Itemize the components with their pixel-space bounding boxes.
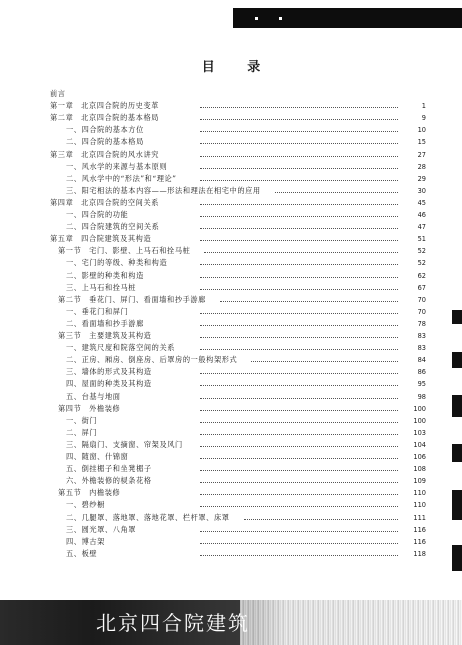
toc-entry-label: 一、四合院的功能 (66, 210, 129, 219)
toc-page-number: 70 (417, 295, 426, 304)
toc-dot-leader (200, 143, 398, 144)
toc-page-number: 52 (417, 247, 426, 256)
toc-dot-leader (200, 337, 398, 338)
toc-dot-leader (200, 131, 398, 132)
toc-page-number: 51 (417, 235, 426, 244)
toc-dot-leader (200, 107, 398, 108)
toc-page-number: 45 (417, 198, 426, 207)
toc-entry-label: 五、板壁 (66, 548, 98, 558)
toc-entry-label: 四、随窗、什锦窗 (66, 452, 129, 461)
toc-dot-leader (200, 216, 398, 217)
toc-dot-leader (200, 446, 398, 447)
toc-row (0, 404, 462, 414)
toc-row (0, 101, 462, 111)
toc-dot-leader (200, 313, 398, 314)
toc-entry-label: 二、正房、厢房、倒座房、后罩房的一般构架形式 (66, 355, 238, 365)
toc-row (0, 428, 462, 438)
toc-row (0, 452, 462, 462)
toc-row (0, 307, 462, 317)
toc-dot-leader (200, 156, 398, 157)
toc-dot-leader (200, 349, 398, 350)
toc-page-number: 15 (417, 138, 426, 147)
toc-entry-label: 前言 (50, 89, 66, 98)
toc-entry-label: 二、屏门 (66, 427, 98, 437)
toc-entry-label: 二、几腿罩、落地罩、落地花罩、栏杆罩、床罩 (66, 512, 230, 522)
toc-dot-leader (220, 301, 398, 302)
page-title: 目 录 (201, 60, 275, 75)
toc-dot-leader (200, 204, 398, 205)
toc-row (0, 379, 462, 389)
toc-entry-label: 第一节 宅门、影壁、上马石和拴马桩 (58, 246, 191, 256)
toc-entry-label: 五、倒挂楣子和坐凳楣子 (66, 464, 152, 474)
toc-page-number: 103 (413, 428, 426, 437)
toc-dot-leader (200, 385, 398, 386)
toc-page-number: 83 (417, 344, 426, 353)
toc-entry-label: 第五节 内檐装修 (58, 488, 121, 498)
toc-page-number: 29 (417, 174, 426, 183)
toc-dot-leader (200, 325, 398, 326)
toc-entry-label: 五、台基与地面 (66, 391, 121, 401)
toc-row (0, 488, 462, 498)
toc-row (0, 258, 462, 268)
toc-dot-leader (200, 168, 398, 169)
toc-dot-leader (200, 543, 398, 544)
toc-row (0, 174, 462, 184)
toc-dot-leader (200, 119, 398, 120)
scan-streak (240, 600, 462, 645)
toc-row (0, 198, 462, 208)
toc-page-number: 46 (417, 211, 426, 219)
toc-entry-label: 一、宅门的等级、种类和构造 (66, 258, 168, 268)
toc-row (0, 137, 462, 147)
toc-entry-label: 第四节 外檐装修 (58, 403, 121, 413)
toc-page-number: 78 (417, 319, 426, 328)
toc-page-number: 62 (417, 271, 426, 280)
toc-page-number: 108 (413, 465, 426, 474)
toc-dot-leader (200, 180, 398, 181)
toc-entry-label: 四、屋面的种类及其构造 (66, 379, 152, 389)
toc-page-number: 116 (413, 525, 426, 534)
toc-entry-label: 三、隔扇门、支摘窗、帘架及风门 (66, 439, 183, 449)
toc-row (0, 416, 462, 426)
toc-row (0, 186, 462, 196)
toc-dot-leader (200, 373, 398, 374)
toc-dot-leader (200, 458, 398, 459)
toc-entry-label: 第一章 北京四合院的历史变革 (50, 101, 160, 111)
toc-dot-leader (200, 494, 398, 495)
toc-dot-leader (200, 410, 398, 411)
toc-row (0, 319, 462, 329)
toc-row (0, 295, 462, 305)
toc-row (0, 525, 462, 535)
toc-page-number: 67 (417, 283, 426, 292)
toc-dot-leader (200, 434, 398, 435)
toc-entry-label: 三、阳宅相法的基本内容——形法和理法在相宅中的应用 (66, 185, 261, 195)
toc-entry-label: 三、墙体的形式及其构造 (66, 367, 152, 377)
toc-page-number: 109 (413, 477, 426, 486)
toc-page-number: 100 (413, 404, 426, 413)
toc-entry-label: 第二节 垂花门、屏门、看面墙和抄手游廊 (58, 294, 206, 304)
toc-page-number: 111 (413, 513, 426, 522)
toc-row (0, 343, 462, 353)
toc-page-number: 70 (417, 307, 426, 316)
toc-dot-leader (244, 519, 398, 520)
toc-row (0, 283, 462, 293)
toc-page-number: 47 (417, 223, 426, 232)
toc-page-number: 30 (417, 186, 426, 195)
toc-dot-leader (251, 361, 398, 362)
toc-row (0, 367, 462, 377)
toc-page-number: 1 (421, 102, 426, 111)
toc-page-number: 84 (417, 356, 426, 365)
toc-dot-leader (200, 289, 398, 290)
toc-row (0, 513, 462, 523)
toc-page-number: 110 (413, 501, 426, 510)
toc-entry-label: 第二章 北京四合院的基本格局 (50, 113, 160, 123)
toc-dot-leader (200, 228, 398, 229)
toc-page-number: 52 (417, 259, 426, 268)
toc-entry-label: 第三章 北京四合院的风水讲究 (50, 149, 160, 159)
toc-row (0, 150, 462, 160)
toc-page-number: 27 (417, 150, 426, 159)
toc-row (0, 271, 462, 281)
toc-entry-label: 第四章 北京四合院的空间关系 (50, 197, 160, 207)
toc-dot-leader (200, 240, 398, 241)
toc-page-number: 28 (417, 162, 426, 171)
toc-page-number: 86 (417, 368, 426, 377)
toc-entry-label: 一、四合院的基本方位 (66, 125, 144, 135)
toc-entry-label: 一、垂花门和屏门 (66, 306, 129, 316)
toc-row (0, 549, 462, 559)
toc-entry-label: 二、四合院建筑的空间关系 (66, 222, 160, 232)
toc-row (0, 125, 462, 135)
toc-dot-leader (200, 531, 398, 532)
toc-entry-label: 第三节 主要建筑及其构造 (58, 331, 152, 340)
toc-dot-leader (200, 422, 398, 423)
toc-row (0, 355, 462, 365)
toc-entry-label: 一、街门 (66, 415, 98, 425)
toc-page-number: 100 (413, 416, 426, 425)
toc-entry-label: 三、上马石和拴马桩 (66, 282, 137, 292)
toc-row (0, 246, 462, 256)
toc-row (0, 537, 462, 547)
toc-dot-leader (200, 277, 398, 278)
toc-row (0, 113, 462, 123)
toc-row (0, 500, 462, 510)
toc-row (0, 440, 462, 450)
toc-entry-label: 二、影壁的种类和构造 (66, 270, 144, 280)
toc-page-number: 10 (417, 126, 426, 135)
toc-page-number: 83 (417, 332, 426, 340)
toc-entry-label: 二、看面墙和抄手游廊 (66, 318, 144, 328)
toc-entry-label: 一、碧纱橱 (66, 500, 105, 510)
toc-row (0, 476, 462, 486)
toc-page-number: 104 (413, 440, 426, 449)
toc-page-number: 98 (417, 392, 426, 401)
toc-entry-label: 一、建筑尺度和院落空间的关系 (66, 343, 176, 353)
toc-dot-leader (275, 192, 398, 193)
toc-page-number: 116 (413, 537, 426, 546)
toc-row (0, 464, 462, 474)
toc-dot-leader (200, 470, 398, 471)
toc-page-number: 118 (413, 549, 426, 558)
toc-dot-leader (200, 555, 398, 556)
book-title-banner: 北京四合院建筑 (96, 611, 250, 635)
toc-row (0, 210, 462, 220)
toc-dot-leader (204, 252, 398, 253)
toc-dot-leader (200, 264, 398, 265)
toc-row (0, 162, 462, 172)
toc-page-number: 106 (413, 453, 426, 461)
toc-page-number: 110 (413, 489, 426, 498)
toc-entry-label: 第五章 四合院建筑及其构造 (50, 234, 152, 244)
toc-row (0, 222, 462, 232)
toc-row (0, 89, 462, 99)
toc-row (0, 331, 462, 341)
toc-dot-leader (200, 398, 398, 399)
toc-dot-leader (200, 482, 398, 483)
toc-entry-label: 二、风水学中的“形法”和“理论” (66, 173, 177, 183)
toc-entry-label: 二、四合院的基本格局 (66, 137, 144, 147)
toc-entry-label: 三、圆光罩、八角罩 (66, 524, 137, 534)
toc-entry-label: 四、博古架 (66, 536, 105, 546)
toc-dot-leader (200, 506, 398, 507)
toc-entry-label: 一、风水学的来源与基本原则 (66, 161, 168, 171)
toc-entry-label: 六、外檐装修的棂条花格 (66, 476, 152, 486)
toc-page-number: 95 (417, 380, 426, 389)
toc-row (0, 234, 462, 244)
toc-row (0, 392, 462, 402)
toc-page-number: 9 (421, 114, 426, 123)
